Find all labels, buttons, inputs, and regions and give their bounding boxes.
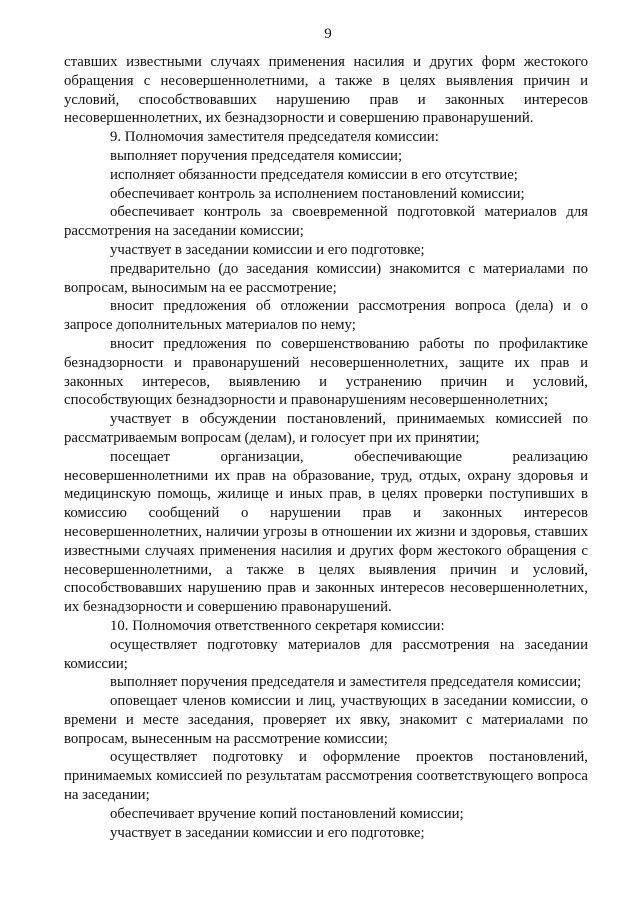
page-number: 9 — [324, 26, 332, 42]
document-paragraph: обеспечивает контроль за своевременной подготовкой материалов для рассмотрения на заседании комиссии; — [64, 204, 588, 240]
document-paragraph: участвует в заседании комиссии и его подготовке; — [110, 241, 425, 258]
document-paragraph: 10. Полномочия ответственного секретаря комиссии: — [110, 617, 445, 634]
document-paragraph: осуществляет подготовку и оформление проектов постановлений, принимаемых комиссией по результатам рассмотрения соответствующего вопроса на заседании; — [64, 749, 588, 804]
document-paragraph: посещает организации, обеспечивающие реализацию несовершеннолетними их прав на образование, труд, отдых, охрану здоровья и медицинскую помощь, жилище и иных прав, в целях проверки поступивших в комиссию сообщений о нарушении прав и законных интересов несовершеннолетних, наличии угрозы в отношении их жизни и здоровья, ставших известными случаях применения насилия и других форм жестокого обращения с несовершеннолетними, а также в целях выявления причин и условий, способствовавших нарушению прав и законных интересов несовершеннолетних, их безнадзорности и совершению правонарушений. — [64, 448, 588, 616]
document-paragraph: 9. Полномочия заместителя председателя комиссии: — [110, 129, 439, 146]
document-paragraph: ставших известными случаях применения насилия и других форм жестокого обращения с несовершеннолетними, а также в целях выявления причин и условий, способствовавших нарушению прав и законных интересов несовершеннолетних, их безнадзорности и совершению правонарушений. — [64, 54, 588, 127]
document-paragraph: обеспечивает контроль за исполнением постановлений комиссии; — [110, 185, 525, 202]
document-paragraph: участвует в заседании комиссии и его подготовке; — [110, 824, 425, 841]
document-paragraph: выполняет поручения председателя и заместителя председателя комиссии; — [110, 674, 582, 691]
document-paragraph: выполняет поручения председателя комиссии; — [110, 147, 403, 164]
document-body — [64, 53, 588, 842]
document-paragraph: участвует в обсуждении постановлений, принимаемых комиссией по рассматриваемым вопросам (делам), и голосует при их принятии; — [64, 411, 588, 446]
document-paragraph: вносит предложения по совершенствованию работы по профилактике безнадзорности и правонарушений несовершеннолетних, защите их прав и законных интересов, выявлению и устранению причин и условий, способствующих безнадзорности и правонарушениям несовершеннолетних; — [64, 335, 588, 409]
document-paragraph: обеспечивает вручение копий постановлений комиссии; — [110, 805, 464, 822]
document-paragraph: оповещает членов комиссии и лиц, участвующих в заседании комиссии, о времени и месте заседания, проверяет их явку, знакомит с материалами по вопросам, вынесенным на рассмотрение комиссии; — [64, 693, 588, 747]
document-paragraph: предварительно (до заседания комиссии) знакомится с материалами по вопросам, выносимым на ее рассмотрение; — [64, 260, 588, 296]
document-paragraph: осуществляет подготовку материалов для рассмотрения на заседании комиссии; — [64, 636, 588, 672]
document-paragraph: вносит предложения об отложении рассмотрения вопроса (дела) и о запросе дополнительных материалов по нему; — [64, 298, 588, 334]
document-paragraph: исполняет обязанности председателя комиссии в его отсутствие; — [110, 166, 518, 183]
